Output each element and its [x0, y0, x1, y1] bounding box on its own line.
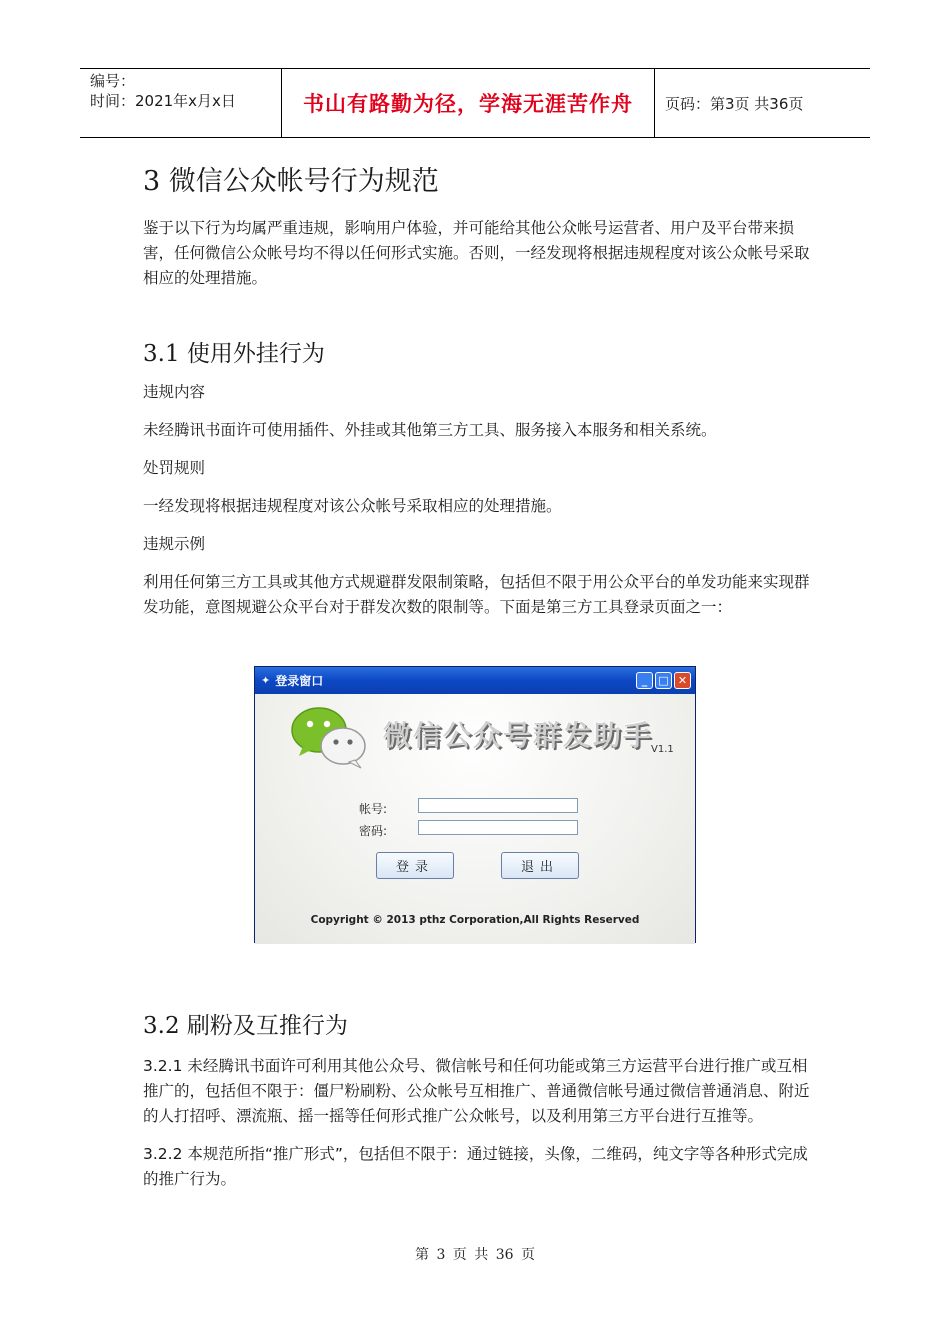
app-brand-title: 微信公众号群发助手 — [383, 719, 654, 752]
maximize-icon: □ — [655, 672, 672, 689]
label-violation-content: 违规内容 — [143, 383, 206, 401]
close-icon: ✕ — [674, 672, 691, 689]
login-window-body — [255, 694, 695, 944]
doc-time-label: 时间：2021年x月x日 — [90, 92, 236, 110]
header-page-info: 页码：第3页 共36页 — [665, 94, 804, 113]
paragraph-3-2-1: 3.2.1 未经腾讯书面许可利用其他公众号、微信帐号和任何功能或第三方运营平台进行推广或互相推广的，包括但不限于：僵尸粉刷粉、公众帐号互相推广、普通微信帐号通过微信普通消息、附近的人打招呼、漂流瓶、摇一摇等任何形式推广公众帐号，以及利用第三方平台进行互推等。 — [143, 1057, 810, 1125]
main-content — [143, 162, 811, 620]
copyright-text: Copyright © 2013 pthz Corporation,All Rights Reserved — [310, 914, 640, 926]
exit-button: 退出 — [501, 852, 579, 879]
login-window-title: 登录窗口 — [275, 674, 324, 688]
login-window-titlebar — [255, 667, 695, 694]
subsection-title-3-2: 3.2 刷粉及互推行为 — [143, 1013, 348, 1039]
header-meta — [80, 69, 282, 137]
wechat-small-icon: ✦ — [261, 674, 271, 687]
penalty-rule: 一经发现将根据违规程度对该公众帐号采取相应的处理措施。 — [143, 497, 562, 515]
password-label: 密码: — [359, 824, 388, 838]
subsection-title-3-1: 3.1 使用外挂行为 — [143, 341, 325, 367]
section-title: 3 微信公众帐号行为规范 — [143, 166, 439, 197]
violation-content: 未经腾讯书面许可使用插件、外挂或其他第三方工具、服务接入本服务和相关系统。 — [143, 421, 717, 439]
doc-number-label: 编号： — [90, 72, 136, 90]
account-label: 帐号: — [359, 802, 388, 816]
login-button: 登录 — [376, 852, 454, 879]
label-violation-example: 违规示例 — [143, 535, 206, 553]
app-version: V1.1 — [651, 744, 674, 755]
section-3-2 — [143, 1009, 811, 1192]
wechat-logo-icon — [289, 704, 369, 770]
page-header — [80, 68, 870, 138]
login-window-screenshot — [254, 666, 696, 943]
account-input — [418, 798, 578, 813]
minimize-icon: _ — [636, 672, 653, 689]
page-footer: 第 3 页 共 36 页 — [415, 1247, 535, 1263]
label-penalty-rule: 处罚规则 — [143, 459, 206, 477]
paragraph-3-2-2: 3.2.2 本规范所指“推广形式”，包括但不限于：通过链接，头像，二维码，纯文字等各种形式完成的推广行为。 — [143, 1145, 808, 1188]
section-intro: 鉴于以下行为均属严重违规，影响用户体验，并可能给其他公众帐号运营者、用户及平台带来损害，任何微信公众帐号均不得以任何形式实施。否则，一经发现将根据违规程度对该公众帐号采取相应的处理措施。 — [143, 219, 810, 287]
header-motto: 书山有路勤为径，学海无涯苦作舟 — [282, 69, 655, 137]
violation-example: 利用任何第三方工具或其他方式规避群发限制策略，包括但不限于用公众平台的单发功能来实现群发功能，意图规避公众平台对于群发次数的限制等。下面是第三方工具登录页面之一： — [143, 573, 810, 616]
password-input — [418, 820, 578, 835]
